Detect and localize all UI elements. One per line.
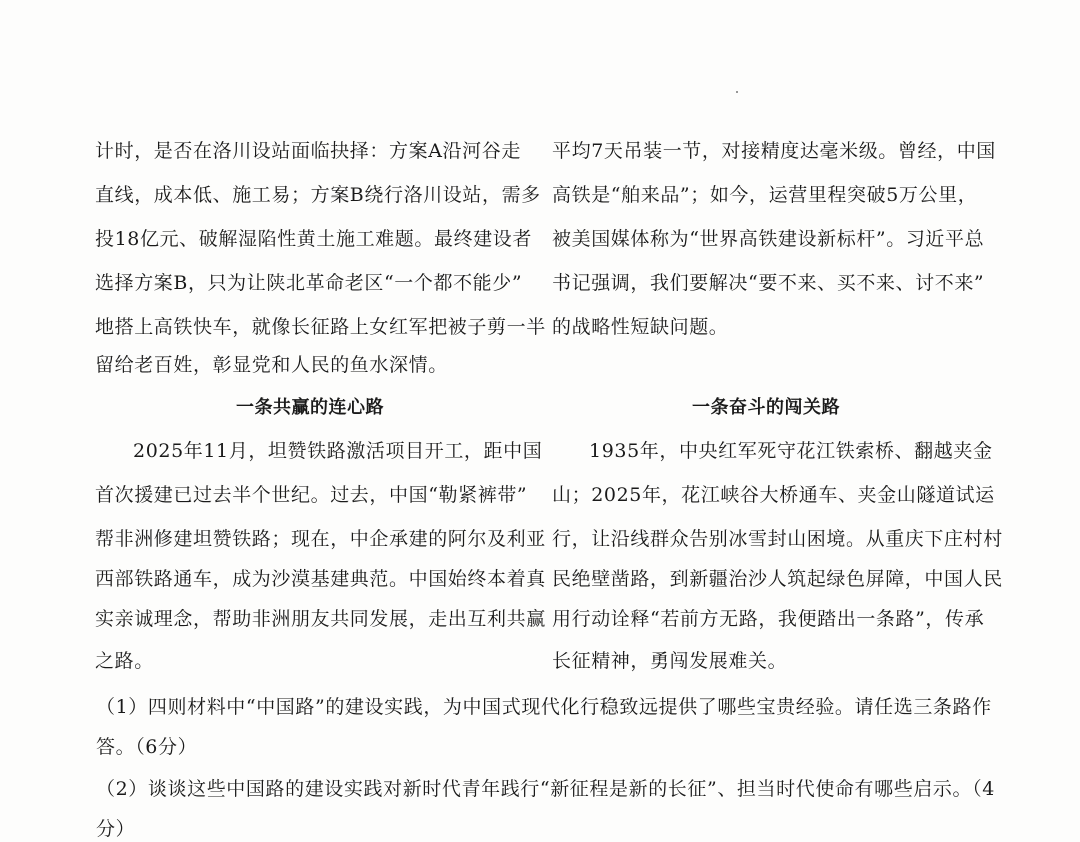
left-text-line: 留给老百姓，彰显党和人民的鱼水深情。 [95,354,448,376]
right-text-line: 行，让沿线群众告别冰雪封山困境。从重庆下庄村村 [552,528,1003,550]
left-text-line: 实亲诚理念，帮助非洲朋友共同发展，走出互利共赢 [95,608,546,630]
right-text-line: 用行动诠释“若前方无路，我便踏出一条路”，传承 [552,608,985,630]
right-text-line: 山；2025年，花江峡谷大桥通车、夹金山隧道试运 [552,484,995,506]
left-text-line: 西部铁路通车，成为沙漠基建典范。中国始终本着真 [95,568,546,590]
scan-speck [736,91,738,93]
left-text-line: 选择方案B，只为让陕北革命老区“一个都不能少” [95,272,523,294]
left-text-line: 之路。 [95,650,154,672]
left-text-line: 帮非洲修建坦赞铁路；现在，中企承建的阿尔及利亚 [95,528,546,550]
question-1-continuation: 答。（6分） [96,736,198,758]
left-text-line: 计时，是否在洛川设站面临抉择：方案A沿河谷走 [95,140,521,162]
question-1: （1）四则材料中“中国路”的建设实践，为中国式现代化行稳致远提供了哪些宝贵经验。请任选三条路作 [96,696,992,718]
left-text-line: 首次援建已过去半个世纪。过去，中国“勒紧裤带” [95,484,528,506]
left-text-line: 投18亿元、破解湿陷性黄土施工难题。最终建设者 [95,228,532,250]
right-text-line: 平均7天吊装一节，对接精度达毫米级。曾经，中国 [552,140,996,162]
left-text-line: 直线，成本低、施工易；方案B绕行洛川设站，需多 [95,184,541,206]
section-heading-right: 一条奋斗的闯关路 [692,397,840,418]
right-text-line: 的战略性短缺问题。 [552,316,729,338]
right-text-line: 书记强调，我们要解决“要不来、买不来、讨不来” [552,272,985,294]
left-text-line: 地搭上高铁快车，就像长征路上女红军把被子剪一半 [95,316,546,338]
question-2-continuation: 分） [96,818,136,840]
right-text-line: 被美国媒体称为“世界高铁建设新标杆”。习近平总 [552,228,985,250]
section-heading-left: 一条共赢的连心路 [236,397,384,418]
right-text-line: 1935年，中央红军死守花江铁索桥、翻越夹金 [589,440,993,462]
question-2: （2）谈谈这些中国路的建设实践对新时代青年践行“新征程是新的长征”、担当时代使命有哪些启示。（4 [96,778,995,800]
right-text-line: 民绝壁凿路，到新疆治沙人筑起绿色屏障，中国人民 [552,568,1003,590]
left-text-line: 2025年11月，坦赞铁路激活项目开工，距中国 [133,440,543,462]
right-text-line: 长征精神，勇闯发展难关。 [552,650,788,672]
right-text-line: 高铁是“舶来品”；如今，运营里程突破5万公里， [552,184,978,206]
